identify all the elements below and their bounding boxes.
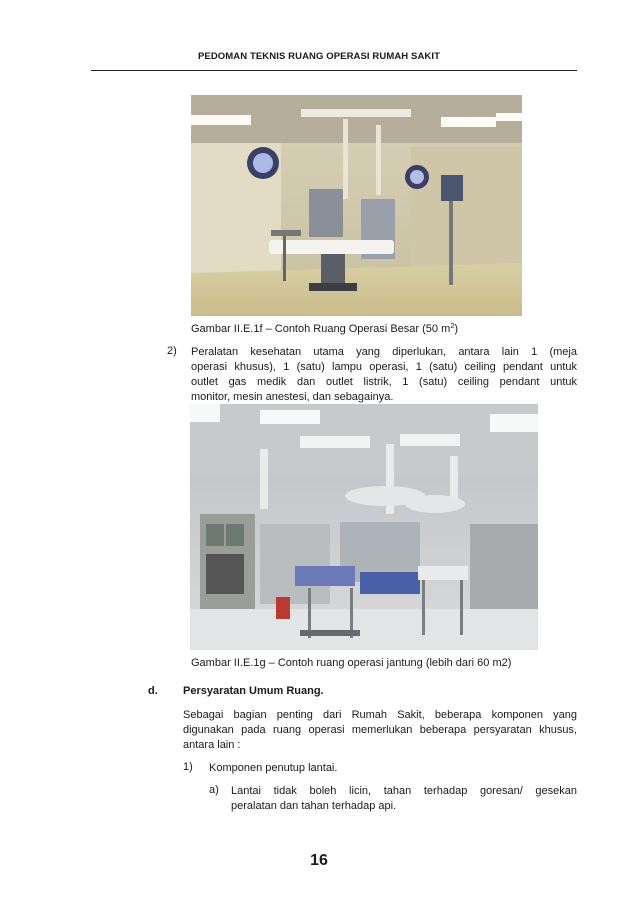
suba-line2: peralatan dan tahan terhadap api. [231,800,397,812]
section-d-intro-line3: antara lain : [183,739,241,751]
figure1-caption [191,323,458,335]
item2-line1: Peralatan kesehatan utama yang diperlukan, antara lain 1 (meja [191,346,577,358]
cardiac-operating-room-photo [190,404,538,650]
sub1-number: 1) [183,761,193,773]
item2-line4: monitor, mesin anestesi, dan sebagainya. [191,391,394,403]
suba-line1: Lantai tidak boleh licin, tahan terhadap goresan/ gesekan [231,785,577,797]
item2-number: 2) [167,345,177,357]
suba-letter: a) [209,784,219,796]
header-rule [91,70,577,71]
section-d-intro-line1: Sebagai bagian penting dari Rumah Sakit, beberapa komponen yang [183,709,577,721]
figure2-caption: Gambar II.E.1g – Contoh ruang operasi jantung (lebih dari 60 m2) [191,657,512,669]
item2-line2: operasi khusus), 1 (satu) lampu operasi, 1 (satu) ceiling pendant untuk [191,361,577,373]
running-header: PEDOMAN TEKNIS RUANG OPERASI RUMAH SAKIT [197,51,441,62]
sub1-text: Komponen penutup lantai. [209,762,338,774]
section-d-intro-line2: digunakan pada ruang operasi memerlukan beberapa persyaratan khusus, [183,724,577,736]
figure1-caption-end: ) [454,323,459,335]
section-d-letter: d. [148,685,158,697]
figure1-caption-superscript: 2 [450,321,455,330]
item2-line3: outlet gas medik dan outlet listrik, 1 (satu) ceiling pendant untuk [191,376,577,388]
operating-room-photo [191,95,522,316]
section-d-title: Persyaratan Umum Ruang. [183,685,324,697]
figure1-caption-text: Gambar II.E.1f – Contoh Ruang Operasi Besar (50 m [191,323,451,335]
page-number: 16 [310,852,328,869]
